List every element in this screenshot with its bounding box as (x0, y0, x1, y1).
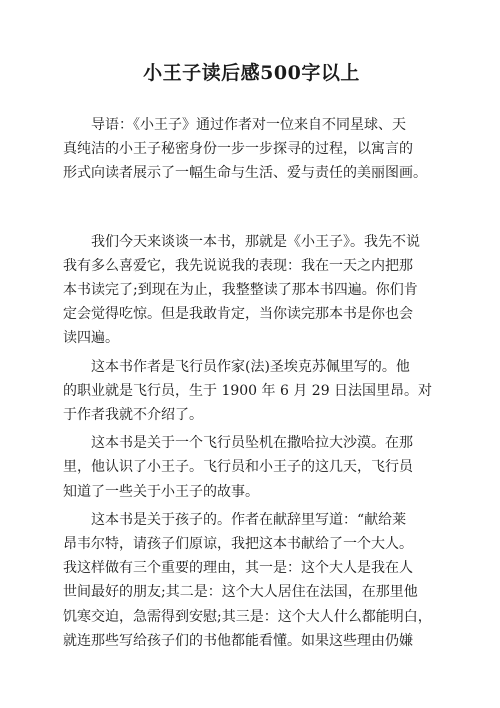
text-line: 这本书作者是飞行员作家(法)圣埃克苏佩里写的。他 (91, 358, 410, 375)
text-line: 的职业就是飞行员，生于 1900 年 6 月 29 日法国里昂。对 (63, 382, 433, 399)
body-paragraph (63, 508, 440, 653)
text-line: 导语：《小王子》通过作者对一位来自不同星球、天 (91, 117, 406, 133)
text-line: 这本书是关于一个飞行员坠机在撒哈拉大沙漠。在那 (91, 435, 413, 452)
text-line: 这本书是关于孩子的。作者在献辞里写道：“献给莱 (91, 511, 407, 528)
paragraph-gap (63, 190, 440, 230)
text-line: 我们今天来谈谈一本书，那就是《小王子》。我先不说 (91, 233, 420, 250)
text-line: 昂韦尔特，请孩子们原谅，我把这本书献给了一个大人。 (63, 536, 413, 553)
text-line: 于作者我就不介绍了。 (63, 407, 203, 424)
text-line: 我有多么喜爱它，我先说说我的表现：我在一天之内把那 (63, 257, 413, 274)
text-line: 知道了一些关于小王子的故事。 (63, 483, 259, 500)
body-paragraph (63, 230, 440, 351)
intro-paragraph (63, 113, 440, 186)
text-line: 里，他认识了小王子。飞行员和小王子的这几天，飞行员 (63, 459, 413, 476)
text-line: 就连那些写给孩子们的书他都能看懂。如果这些理由仍嫌 (63, 632, 413, 649)
text-line: 真纯洁的小王子秘密身份一步一步探寻的过程，以寓言的 (63, 141, 413, 158)
text-line: 定会觉得吃惊。但是我敢肯定，当你读完那本书是你也会 (63, 306, 413, 323)
text-line: 饥寒交迫，急需得到安慰;其三是：这个大人什么都能明白， (63, 608, 432, 625)
document-title: 小王子读后感500字以上 (143, 62, 360, 84)
text-line: 本书读完了;到现在为止，我整整读了那本书四遍。你们肯 (63, 282, 418, 299)
text-line: 我这样做有三个重要的理由，其一是：这个大人是我在人 (63, 560, 413, 577)
text-line: 世间最好的朋友;其二是：这个大人居住在法国，在那里他 (63, 584, 418, 601)
body-paragraph (63, 355, 440, 428)
text-line: 形式向读者展示了一幅生命与生活、爱与责任的美丽图画。 (63, 165, 427, 182)
body-paragraph (63, 431, 440, 504)
text-line: 读四遍。 (63, 330, 119, 347)
